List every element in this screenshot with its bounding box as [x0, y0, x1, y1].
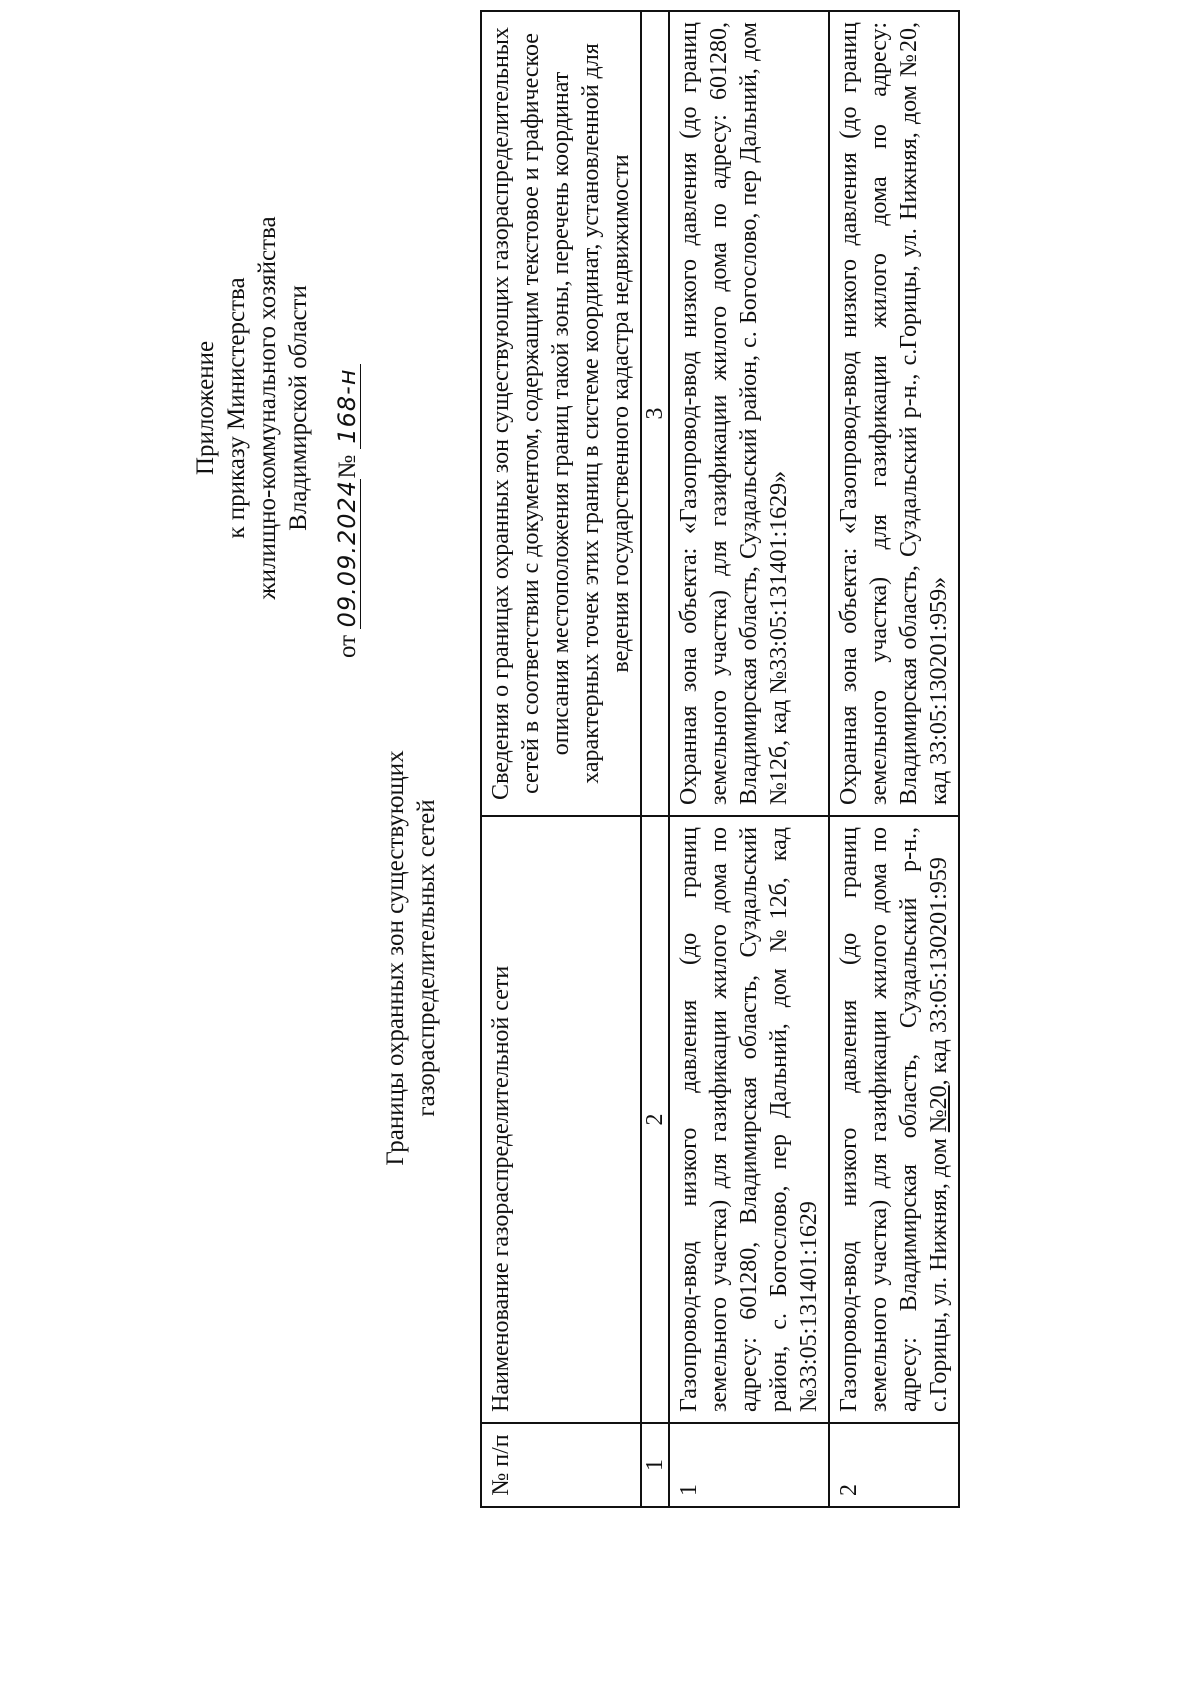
appendix-title: Приложение	[192, 340, 219, 476]
handwritten-order-number: 168-н	[334, 364, 361, 449]
zone-description: Охранная зона объекта: «Газопровод-ввод низкого давления (до границ земельного участка) для газификации жилого дома по адресу: Владимирская область, Суздальский р-н., с.Горицы, ул. Нижняя, дом №20, кад 33:05:130201:959»	[829, 11, 959, 816]
handwritten-date: 09.09.2024	[333, 479, 361, 628]
column-number: 3	[641, 11, 669, 816]
appendix-order-ref: к приказу Министерства	[223, 277, 250, 539]
underlined-house-number: №20	[926, 1085, 952, 1133]
appendix-ministry: жилищно-коммунального хозяйства	[254, 216, 281, 600]
document-title-line2: газораспределительных сетей	[413, 799, 440, 1117]
network-name: Газопровод-ввод низкого давления (до границ земельного участка) для газификации жилого дома по адресу: Владимирская область, Суздальский р-н., с.Горицы, ул. Нижняя, дом №20, кад 33:05:130201:959	[829, 816, 959, 1423]
table-row	[669, 11, 829, 1507]
header-zone-info: Сведения о границах охранных зон существующих газораспределительных сетей в соответствии с документом, содержащим текстовое и графическое описания местоположения границ такой зоны, перечень координат характерных точек этих границ в системе координат, установленной для ведения государственного кадастра недвижимости	[481, 11, 641, 816]
appendix-block	[190, 118, 363, 698]
table-header-row	[481, 11, 641, 1507]
row-number: 2	[829, 1423, 959, 1507]
row-number: 1	[669, 1423, 829, 1507]
column-numbers-row	[641, 11, 669, 1507]
network-name: Газопровод-ввод низкого давления (до границ земельного участка) для газификации жилого дома по адресу: 601280, Владимирская область, Суздальский район, с. Богослово, пер Дальний, дом №12б, кад №33:05:131401:1629	[669, 816, 829, 1423]
number-label: №	[334, 454, 361, 479]
column-number: 1	[641, 1423, 669, 1507]
appendix-date-line	[332, 118, 363, 698]
document-title-line1: Границы охранных зон существующих	[382, 750, 409, 1166]
header-network-name: Наименование газораспределительной сети	[481, 816, 641, 1423]
document-title	[380, 608, 442, 1308]
from-label: от	[334, 634, 361, 658]
header-number: № п/п	[481, 1423, 641, 1507]
zone-description: Охранная зона объекта: «Газопровод-ввод низкого давления (до границ земельного участка) для газификации жилого дома по адресу: 601280, Владимирская область, Суздальский район, с. Богослово, пер Дальний, дом №12б, кад №33:05:131401:1629»	[669, 11, 829, 816]
zones-table	[480, 10, 960, 1508]
appendix-region: Владимирской области	[285, 285, 312, 531]
table-row	[829, 11, 959, 1507]
document-sheet	[80, 22, 1160, 1588]
column-number: 2	[641, 816, 669, 1423]
